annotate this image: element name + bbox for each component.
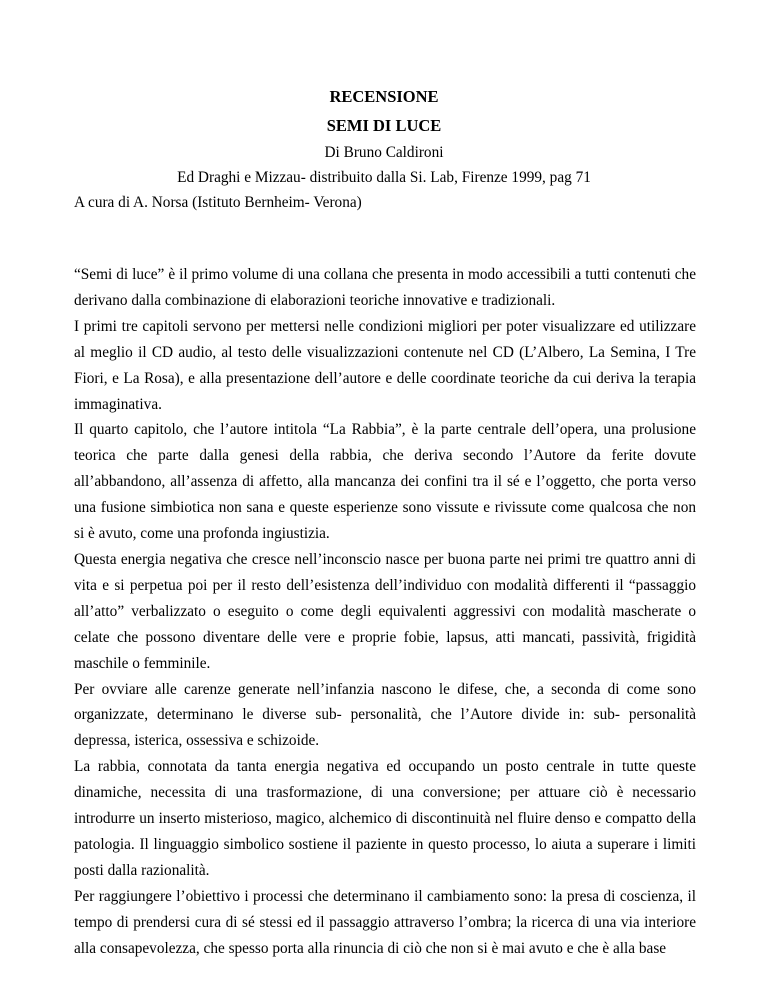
paragraph-7: Per raggiungere l’obiettivo i processi che determinano il cambiamento sono: la presa di coscienza, il tempo di prendersi cura di sé stessi ed il passaggio attraverso l’ombra; la ricerca di una via interiore alla consapevolezza, che spesso porta alla rinuncia di ciò che non si è mai avuto e che è alla base: [74, 887, 696, 957]
paragraph-4: Questa energia negativa che cresce nell’inconscio nasce per buona parte nei primi tre quattro anni di vita e si perpetua poi per il resto dell’esistenza dell’individuo con modalità differenti il “passaggio all’atto” verbalizzato o eseguito o come degli equivalenti aggressivi con modalità mascherate o celate che possono diventare delle vere e proprie fobie, lapsus, atti mancati, passività, frigidità maschile o femminile.: [74, 550, 696, 672]
book-title: SEMI DI LUCE: [326, 116, 442, 135]
paragraph-5: Per ovviare alle carenze generate nell’infanzia nascono le difese, che, a seconda di come sono organizzate, determinano le diverse sub- personalità, che l’Autore divide in: sub- personalità depressa, isterica, ossessiva e schizoide.: [74, 680, 696, 750]
review-body: [74, 262, 696, 961]
paragraph-2: I primi tre capitoli servono per mettersi nelle condizioni migliori per poter visualizzare ed utilizzare al meglio il CD audio, al testo delle visualizzazioni contenute nel CD (L’Albero, La Semina, I Tre Fiori, e La Rosa), e alla presentazione dell’autore e delle coordinate teoriche da cui deriva la terapia immaginativa.: [74, 317, 696, 413]
paragraph-3: Il quarto capitolo, che l’autore intitola “La Rabbia”, è la parte centrale dell’opera, una prolusione teorica che parte dalla genesi della rabbia, che deriva secondo l’Autore da ferite dovute all’abbandono, all’assenza di affetto, alla mancanza dei confini tra il sé e l’oggetto, che porta verso una fusione simbiotica non sana e queste esperienze sono vissute e rivissute come qualcosa che non si è avuto, come una profonda ingiustizia.: [74, 421, 696, 543]
paragraph-1: “Semi di luce” è il primo volume di una collana che presenta in modo accessibili a tutti contenuti che derivano dalla combinazione di elaborazioni teoriche innovative e tradizionali.: [74, 266, 696, 309]
document-title: RECENSIONE: [329, 87, 439, 106]
book-publisher: Ed Draghi e Mizzau- distribuito dalla Si. Lab, Firenze 1999, pag 71: [177, 169, 591, 186]
book-author: Di Bruno Caldironi: [324, 144, 444, 161]
review-curator: A cura di A. Norsa (Istituto Bernheim- Verona): [74, 194, 362, 211]
paragraph-6: La rabbia, connotata da tanta energia negativa ed occupando un posto centrale in tutte queste dinamiche, necessita di una trasformazione, di una conversione; per attuare ciò è necessario introdurre un inserto misterioso, magico, alchemico di discontinuità nel fluire denso e compatto della patologia. Il linguaggio simbolico sostiene il paziente in questo processo, lo aiuta a superare i limiti posti dalla razionalità.: [74, 758, 696, 879]
